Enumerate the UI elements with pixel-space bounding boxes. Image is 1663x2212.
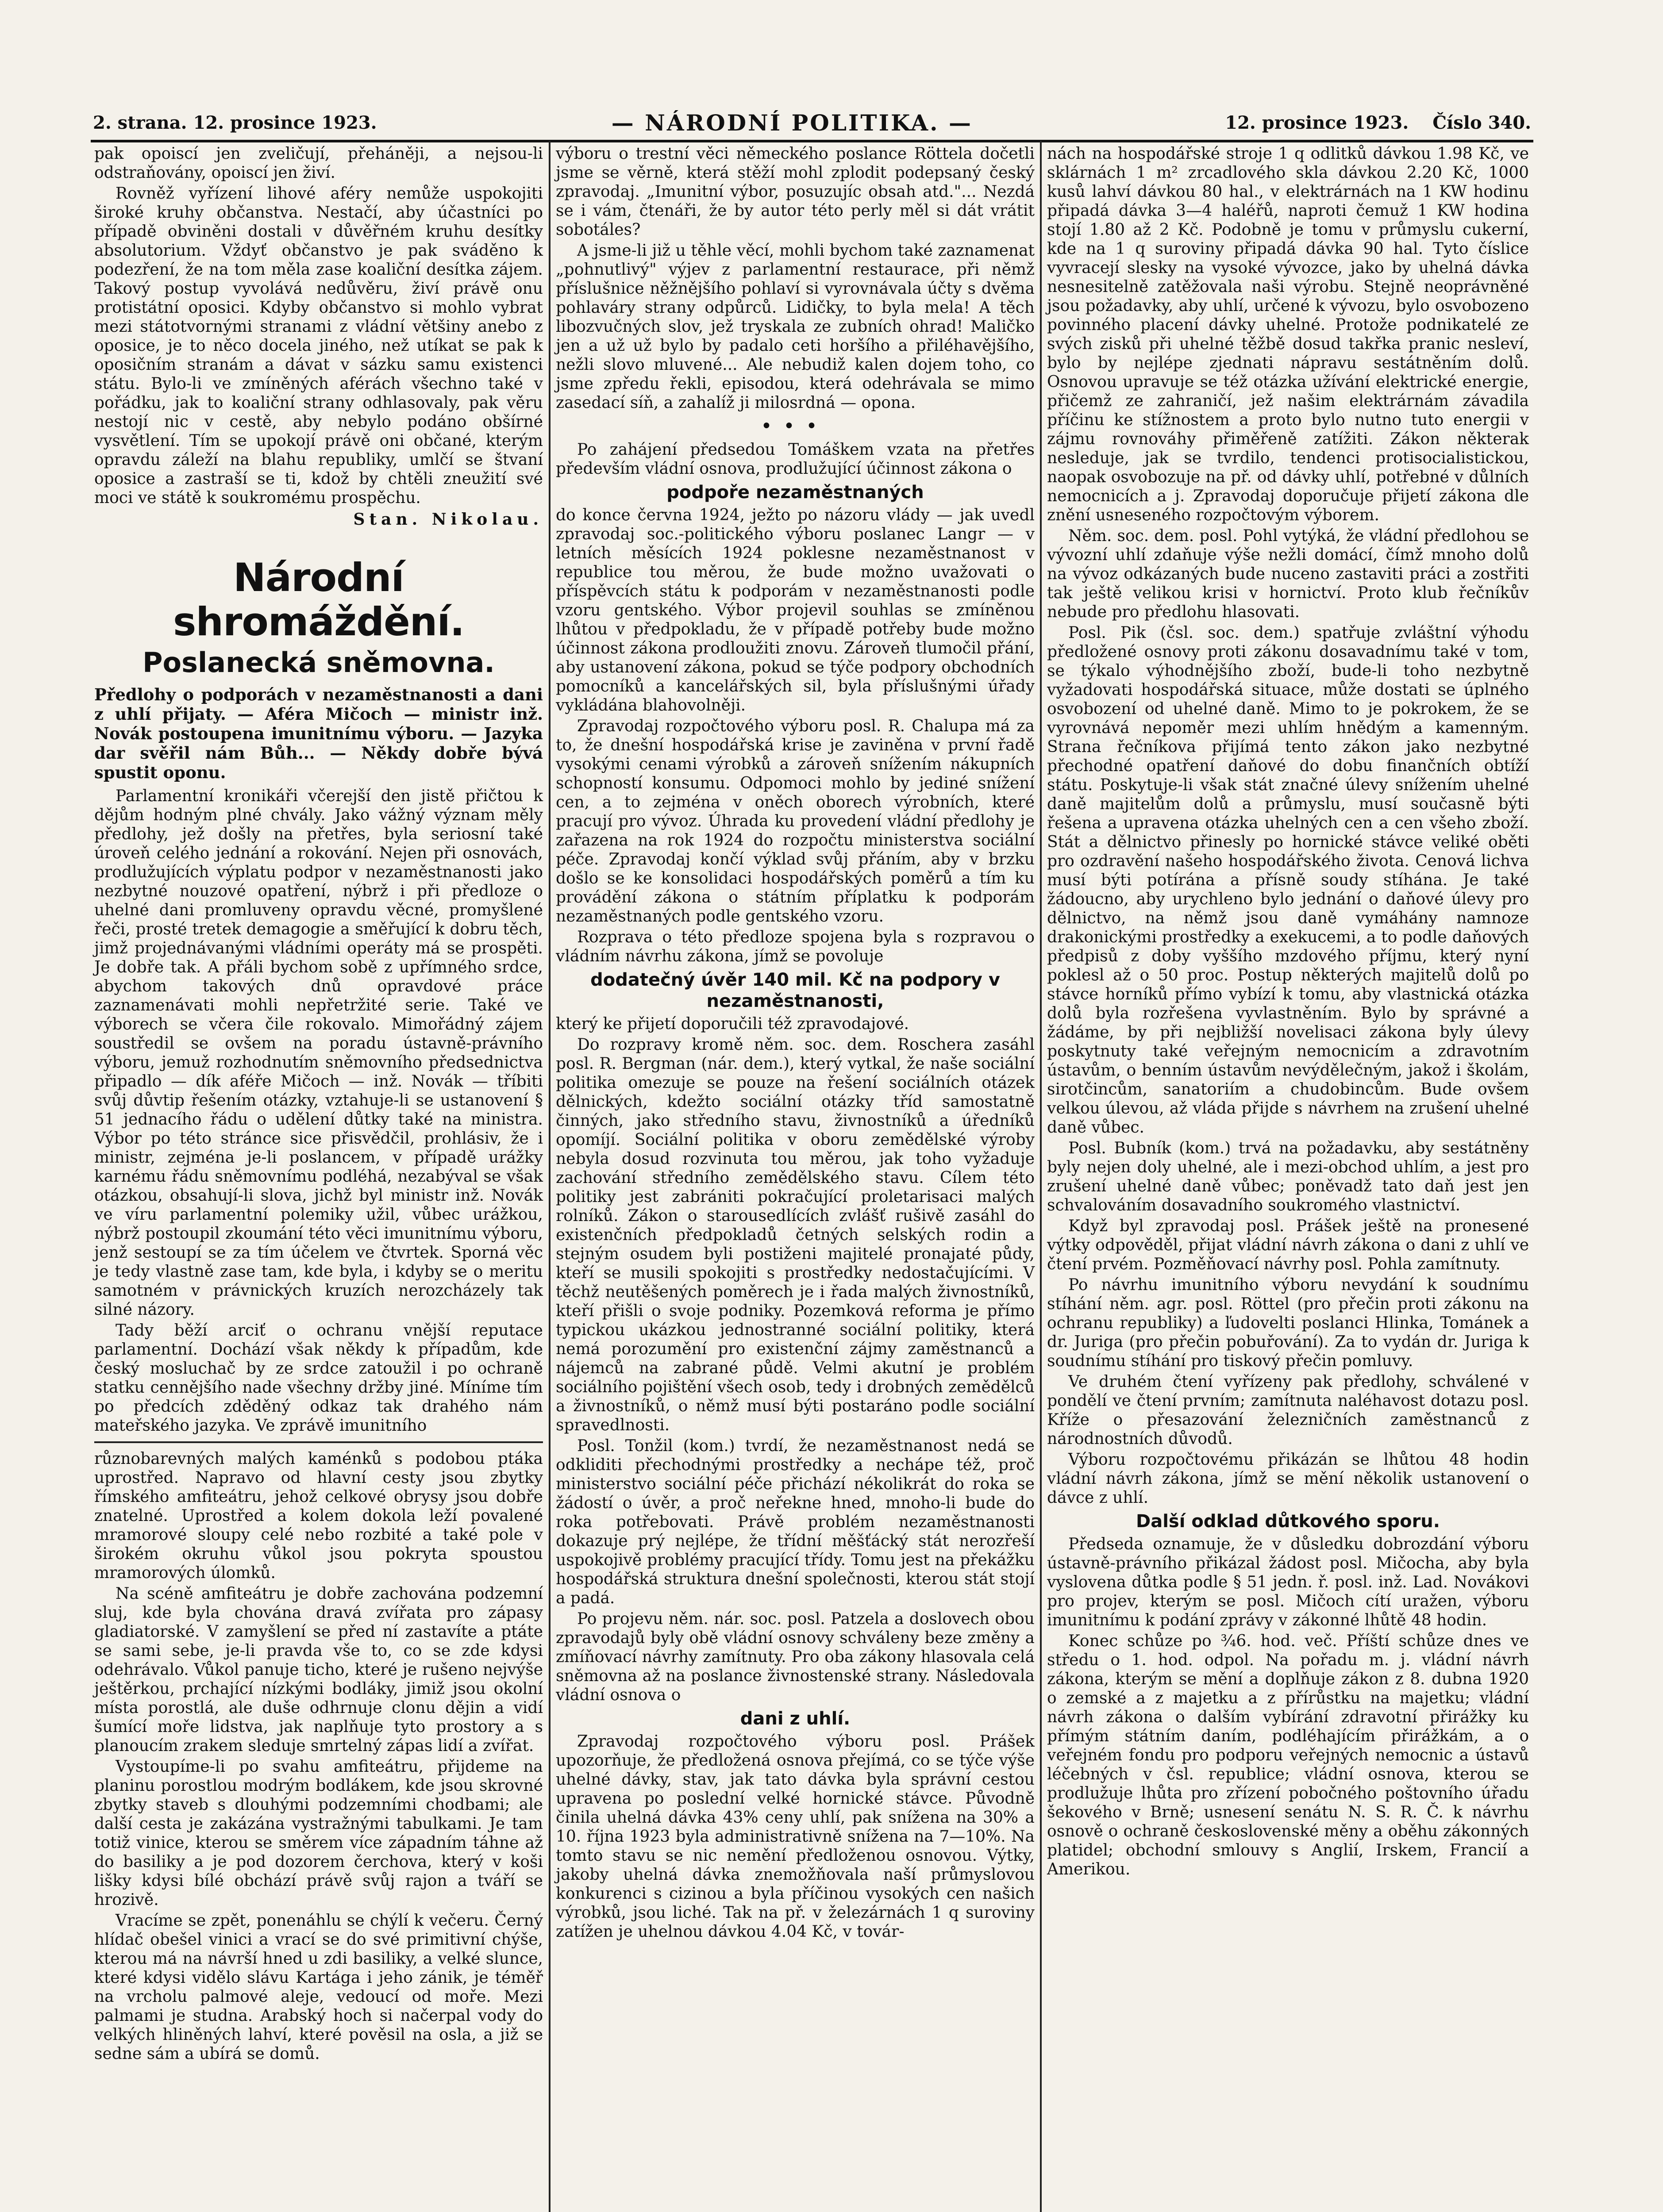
paragraph: Předseda oznamuje, že v důsledku dobrozdání výboru ústavně-právního přikázal žádost posl. Mičocha, aby byla vyslovena důtka podle § 51 jedn. ř. posl. inž. Lad. Novákovi pro projev, kterým se posl. Mičoch cítí uražen, výboru imunitnímu k podání zprávy v zákonné lhůtě 48 hodin. [1047,1535,1529,1629]
subsection-heading: podpoře nezaměstnaných [666,482,924,503]
column-3 [1043,142,1532,2212]
paragraph: Vystoupíme-li po svahu amfiteátru, přijdeme na planinu porostlou modrým bodlákem, kde jsou skrovné zbytky staveb s dlouhými podzemními chodbami; ale další cesta je zakázána vystražnými tabulkami. Je tam totiž vinice, kterou se směrem více západním táhne až do basiliky a je pod dozorem čerchova, který v koši lišky kdysi bílé obchází právě svůj rajon a tváří se hrozivě. [94,1758,543,1909]
paragraph: různobarevných malých kaménků s podobou ptáka uprostřed. Napravo od hlavní cesty jsou zbytky římského amfiteátru, jehož celkové obrysy jsou dobře znatelné. Uprostřed a kolem dokola leží povalené mramorové sloupy celé nebo rozbité a také pole v širokém okruhu vůkol jsou pokryta spoustou mramorových úlomků. [94,1450,543,1582]
signature: Stan. Nikolau. [353,510,543,529]
divider [94,1441,543,1443]
paragraph: Posl. Bubník (kom.) trvá na požadavku, aby sestátněny byly nejen doly uhelné, ale i mezi-obchod uhlím, a jest pro zrušení uhelné daně vůbec; poněvadž tato daň jest jen schvalováním dosavadního soukromého vlastnictví. [1047,1139,1529,1214]
masthead [93,103,1531,142]
paragraph: Rozprava o této předloze spojena byla s rozpravou o vládním návrhu zákona, jímž se povoluje [556,928,1035,965]
paragraph: do konce června 1924, ježto po názoru vlády — jak uvedl zpravodaj soc.-politického výboru poslanec Langr — v letních měsících 1924 poklesne nezaměstnanost v republice tou měrou, že bude možno uvažovati o příspěvcích státu k podporám v nezaměstnanosti podle vzoru gentského. Výbor projevil souhlas se zmíněnou lhůtou v předpokladu, že v případě potřeby bude možno účinnost zákona prodloužiti znovu. Zároveň tlumočil přání, aby ustanovení zákona, pokud se týče podpory obchodních pomocníků a kancelářských sil, byla příslušnými úřady vykládána blahovolněji. [556,506,1035,714]
paragraph: Konec schůze po ¾6. hod. več. Příští schůze dnes ve středu o 1. hod. odpol. Na pořadu m. j. vládní návrh zákona, kterým se mění a doplňuje zákon z 8. dubna 1920 o zemské a z majetku a z přírůstku na majetku; vládní návrh zákona o dalším vybírání zdravotní přirážky ku přímým státním daním, podléhajícím přirážkám, a o veřejném fondu pro podporu veřejných nemocnic a ústavů léčebných v čsl. republice; vládní osnova, kterou se prodlužuje lhůta pro zřízení pobočného poštovního úřadu šekového v Brně; usnesení senátu N. S. R. Č. k návrhu osnově o ochraně československé měny a oběhu zákonných platidel; obchodní smlouvy s Anglií, Irskem, Francií a Amerikou. [1047,1632,1529,1878]
paragraph: pak opoiscí jen zveličují, přeháněji, a nejsou-li odstraňovány, opoiscí jen živí. [94,145,543,182]
subsection-heading: dani z uhlí. [740,1709,851,1729]
paragraph: Vracíme se zpět, ponenáhlu se chýlí k večeru. Černý hlídač obešel vinici a vrací se do své primitivní chýše, kterou má na návrší hned u zdi basiliky, a velké slunce, které kdysi vidělo slávu Kartága i jeho zánik, je téměř na vrcholu palmové aleje, vedoucí od moře. Mezi palmami je studna. Arabský hoch si načerpal vody do velkých hliněných lahví, které pověsil na osla, a již se sedne sám a ubírá se domů. [94,1912,543,2063]
paragraph: Posl. Tonžil (kom.) tvrdí, že nezaměstnanost nedá se odkliditi přechodnými prostředky a nechápe též, proč ministerstvo sociální péče přichází nékolikrát do roka se žádostí o úvěr, a proč neřekne hned, mnoho-li bude do roka potřebovati. Právě problém nezaměstnanosti dokazuje prý nejlépe, že třídní měšťácký stát nerozřeší uspokojivě problémy pracující třídy. Tomu jest na překážku hospodářská struktura dnešní společnosti, kterou stát stojí a padá. [556,1437,1035,1607]
paragraph: Zpravodaj rozpočtového výboru posl. R. Chalupa má za to, že dnešní hospodářská krise je zaviněna v první řadě vysokými cenami výrobků a zároveň snížením nákupních schopností konsumu. Odpomoci mohlo by jediné snížení cen, a to zejména v oněch oborech výrobních, které pracují pro vývoz. Úhrada ku provedení vládní předlohy je zařazena na rok 1924 do rozpočtu ministerstva sociální péče. Zpravodaj končí výklad svůj přáním, aby v brzku došlo se ke konsolidaci hospodářských poměrů a tím ku provádění zákona o státním příplatku k podporám nezaměstnaných podle gentského vzoru. [556,717,1035,926]
paragraph: Zpravodaj rozpočtového výboru posl. Prášek upozorňuje, že předložená osnova přejímá, co se týče výše uhelné dávky, stav, jak tato dávka byla správní cestou upravena po poslední velké hornické stávce. Původně činila uhelná dávka 43% ceny uhlí, pak snížena na 30% a 10. října 1923 byla administrativně snížena na 7—10%. Na tomto stavu se nic nemění předloženou osnovou. Výtky, jakoby uhelná dávka znemožňovala naší průmyslovou konkurenci s cizinou a byla příčinou vysokých cen našich výrobků, jsou liché. Tak na př. v železárnách 1 q suroviny zatížen je uhelnou dávkou 4.04 Kč, v továr- [556,1732,1035,1941]
paragraph: Výboru rozpočtovému přikázán se lhůtou 48 hodin vládní návrh zákona, jímž se mění několik ustanovení o dávce z uhlí. [1047,1451,1529,1507]
paragraph: Do rozpravy kromě něm. soc. dem. Roschera zasáhl posl. R. Bergman (nár. dem.), který vytkal, že naše sociální politika omezuje se pouze na řešení sociálních otázek dělnických, kdežto sociální otázky tříd samostatně činných, jako středního stavu, živnostníků a úředníků opomíjí. Sociální politika v oboru zemědělské výroby nebyla dosud rozvinuta tou měrou, jak toho vyžaduje zachování středního zemědělského stavu. Cílem této politiky jest zabrániti pokračující proletarisaci malých rolníků. Zákon o starousedlících zvlášť rušivě zasáhl do existenčních předpokladů četných selských rodin a stejným osudem byli postiženi majitelé pronajaté půdy, kteří se musili spokojiti s prostředky nedostačujícími. V těchž neutěšených poměrech je i řada malých živnostníků, kteří přišli o svoje podniky. Pozemková reforma je přímo typickou ukázkou jednostranné sociální politiky, která nemá porozumění pro existenční zájmy zaměstnanců a nájemců na zabrané půdě. Velmi akutní je problém sociálního pojištění všech osob, tedy i drobných zemědělců a živnostníků, o němž musí býti postaráno podle sociální spravedlnosti. [556,1036,1035,1434]
paragraph: Po zahájení předsedou Tomáškem vzata na přetřes především vládní osnova, prodlužující účinnost zákona o [556,441,1035,478]
paragraph: výboru o trestní věci německého poslance Röttela dočetli jsme se věrně, která stěží mohl zplodit podepsaný český zpravodaj. „Imunitní výbor, posuzujíc obsah atd."... Nezdá se i vám, čtenáři, že by autor této perly měl si dát vrátit sobotáles? [556,145,1035,239]
masthead-date: 12. prosince 1923. [1225,112,1409,133]
paragraph: Parlamentní kronikáři včerejší den jistě přičtou k dějům hodným plné chvály. Jako vážný význam měly předlohy, jež došly na přetřes, byla seriosní také úroveň celého jednání a rokování. Nejen při osnovách, prodlužujících výplatu podpor v nezaměstnanosti jako nezbytné nouzové opatření, nýbrž i při předloze o uhelné dani promluveny opravdu věcné, promyšlené řeči, prosté tretek demagogie a směřující k dobru těch, jimž projednávanými vládními operáty má se prospěti. Je dobře tak. A přáli bychom sobě z upřímného srdce, abychom takových dnů opravdové práce zaznamenávati mohli nepřetržité serie. Také ve výborech se včera čile rokovalo. Mimořádný zájem soustředil se ovšem na poradu ústavně-právního výboru, jemuž rozhodnutím sněmovního předsednictva připadlo — dík aféře Mičoch — inž. Novák — tříbiti svůj důvtip řešením otázky, vztahuje-li se ustanovení § 51 jednacího řádu o udělení důtky také na ministra. Výbor po této stránce sice přisvědčil, prohlásiv, že i ministr, zejména je-li poslancem, v případě urážky karnému řádu sněmovnímu podléhá, nezabýval se však otázkou, obsahují-li slova, jichž byl ministr inž. Novák ve víru parlamentní polemiky užil, vůbec urážkou, nýbrž postoupil zkoumání této věci imunitnímu výboru, jenž sestoupí se za tím účelem ve čtvrtek. Sporná věc je tedy vlastně zase tam, kde byla, i kdyby se o meritu samotném v právnických kruzích nerozcházely tak silné názory. [94,787,543,1319]
section-dots: ••• [761,417,829,435]
subsection-heading: dodatečný úvěr 140 mil. Kč na podpory v nezaměstnanosti, [590,970,1000,1011]
paragraph: Na scéně amfiteátru je dobře zachována podzemní sluj, kde byla chována dravá zvířata pro zápasy gladiatorské. V zamyšlení se před ní zastavíte a ptáte se sami sebe, je-li pravda vše to, co se zde kdysi odehrávalo. Vůkol panuje ticho, které je rušeno nejvýše ještěrkou, prchající nízkými bodláky, jimiž jsou okolní místa porostlá, ale duše odhrnuje clonu dějin a vidí šumící moře lidstva, jak naplňuje tyto prostory a s planoucím zrakem sleduje smrtelný zápas lidí a zvířat. [94,1585,543,1755]
paragraph: Něm. soc. dem. posl. Pohl vytýká, že vládní předlohou se vývozní uhlí zdaňuje výše nežli domácí, čímž mnoho dolů na vývoz odkázaných bude nuceno zastaviti práci a zostřiti tak ještě velikou krisi v hornictví. Proto klub řečníkův nebude pro předlohu hlasovati. [1047,527,1529,621]
paragraph: Posl. Pik (čsl. soc. dem.) spatřuje zvláštní výhodu předložené osnovy proti zákonu dosavadnímu také v tom, se týkalo výhodnějšího zboží, bude-li toho nezbytně vyžadovati hospodářská situace, může dostati se úplného osvobození od uhelné daně. Mimo to je pokrokem, že se vyrovnává nepoměr mezi uhlím hnědým a kamenným. Strana řečníkova přijímá tento zákon jako nezbytné přechodné opatření daňové do dobu finančních obtíží státu. Poskytuje-li však stát značné úlevy snížením uhelné daně majitelům dolů a průmyslu, musí současně býti řešena a upravena otázka uhelných cen a cen všeho zboží. Stát a dělnictvo přinesly po hornické stávce veliké oběti pro ozdravění našeho hospodářského života. Cenová lichva musí býti potírána a přísně soudy stíhána. Je také žádoucno, aby urychleno bylo jednání o daňové úlevy pro dělnictvo, na němž jsou daně vymáhány namnoze drakonickými prostředky a exekucemi, a to podle daňových předpisů z doby vyššího mzdového příjmu, který nyní poklesl až o 50 proc. Postup některých majitelů dolů po stávce horníků přímo vybízí k tomu, aby vlastnická otázka dolů byla rozřešena vyvlastněním. Bylo by správné a žádáme, by při nejbližší novelisaci zákona byly úlevy poskytnuty také veřejným nemocnicím a zdravotním ústavům, o benním ústavům nevýdělečným, jakož i školám, sirotčincům, sanatoriím a chudobincům. Bude ovšem velkou úlevou, až vláda přijde s návrhem na zrušení uhelné daně vůbec. [1047,624,1529,1137]
paragraph: Tady běží arciť o ochranu vnější reputace parlamentní. Dochází však někdy k případům, kde český mosluchač by ze srdce zatoužil i po ochraně statku cennějšího nade všechny držby jiné. Míníme tím po předcích zděděný odkaz tak drahého nám mateřského jazyka. Ve zprávě imunitního [94,1321,543,1435]
section-subheadline: Poslanecká sněmovna. [142,646,495,679]
article-lead: Předlohy o podporách v nezaměstnanosti a dani z uhlí přijaty. — Aféra Mičoch — ministr inž. Novák postoupena imunitnímu výboru. — Jazyka dar svěřil nám Bůh... — Někdy dobře bývá spustit oponu. [94,685,543,782]
section-headline: Národní shromáždění. [173,555,465,645]
paragraph: Po návrhu imunitního výboru nevydání k soudnímu stíhání něm. agr. posl. Röttel (pro přečin proti zákonu na ochranu republiky) a ľudovelti poslanci Hlinka, Tománek a dr. Juriga (pro přečin pobuřování). Za to vydán dr. Juriga k soudnímu stíhání pro tiskový přečin pomluvy. [1047,1276,1529,1370]
column-rule-2 [1040,141,1042,2212]
paragraph: Když byl zpravodaj posl. Prášek ještě na pronesené výtky odpověděl, přijat vládní návrh zákona o dani z uhlí ve čtení prvém. Pozměňovací návrhy posl. Pohla zamítnuty. [1047,1217,1529,1273]
paragraph: nách na hospodářské stroje 1 q odlitků dávkou 1.98 Kč, ve sklárnách 1 m² zrcadlového skla dávkou 2.20 Kč, 1000 kusů lahví dávkou 80 hal., v elektrárnách na 1 KW hodinu připadá dávka 3—4 haléřů, naproti čemuž 1 KW hodina stojí 1.80 až 2 Kč. Podobně je tomu v průmyslu cukerní, kde na 1 q suroviny připadá dávka 90 hal. Tyto číslice vyvracejí slesky na vysoké vývozce, jako by uhelná dávka nesnesitelně zatěžovala naši výrobu. Stejně neoprávněné jsou požadavky, aby uhlí, určené k vývozu, bylo osvobozeno povinného placení dávky uhelné. Protože podnikatelé ze svých zisků při uhelné těžbě dosud takřka pranic nesleví, bylo by nejlépe zjednati nápravu sestátněním dolů. Osnovou upravuje se též otázka užívání elektrické energie, přičemž ze zahraničí, jež našim elektrárnám závadila příčinu ke stížnostem a proto bylo nutno tuto energii v zájmu rovnováhy přiměřeně zatížiti. Zákon některak nesleduje, jak se tvrdilo, tendenci protisocialistickou, naopak osvobozuje na př. od dávky uhlí, potřebné v důlních nemocnicích a j. Zpravodaj doporučuje přijetí zákona dle znění usneseného rozpočtovým výborem. [1047,145,1529,524]
masthead-issue: Číslo 340. [1432,112,1531,133]
column-2 [552,142,1038,2212]
subsection-heading: Další odklad důtkového sporu. [1136,1511,1440,1532]
column-rule-1 [549,141,550,2212]
paragraph: Ve druhém čtení vyřízeny pak předlohy, schválené v pondělí ve čtení prvním; zamítnuta naléhavost dotazu posl. Kříže o přesazování železničních zaměstnanců z národnostních důvodů. [1047,1373,1529,1448]
paragraph: A jsme-li již u těhle věcí, mohli bychom také zaznamenat „pohnutlivý" výjev z parlamentní restaurace, při němž příslušnice něžnějšího pohlaví si vyrovnávala účty s dvěma pohlaváry strany odpůrců. Lidičky, to byla mela! A těch libozvučných slov, jež tryskala ze zubních ohrad! Maličko jen a už už bylo by padalo ceti horšího a přiléhavějšího, nežli slovo mluvené... Ale nebudiž kalen dojem toho, co jsme zpředu řekli, episodou, která odehrávala se mimo zasedací síň, a zahalíž ji milosrdná — opona. [556,242,1035,412]
paragraph: Po projevu něm. nár. soc. posl. Patzela a doslovech obou zpravodajů byly obě vládní osnovy schváleny beze změny a zmíňovací návrhy zamítnuty. Pro oba zákony hlasovala celá sněmovna až na poslance živnostenské strany. Následovala vládní osnova o [556,1610,1035,1704]
masthead-title: — NÁRODNÍ POLITIKA. — [611,109,973,136]
masthead-right [1207,112,1531,133]
paragraph: který ke přijetí doporučili též zpravodajové. [556,1015,909,1033]
paragraph: Rovněž vyřízení lihové aféry nemůže uspokojiti široké kruhy občanstva. Nestačí, aby účastníci po případě obviněni dostali v důvěřném kruhu desítky absolutorium. Vždyť občanstvo je pak sváděno k podezření, že na tom měla zase koaliční desítka zájem. Takový postup vyvolává nedůvěru, živí právě onu protistátní oposici. Kdyby občanstvo si mohlo vybrat mezi státotvornými stranami z vládní většiny anebo z oposice, je to něco docela jiného, než utíkat se pak k oposičním stranám a dávat v sázku samu existenci státu. Bylo-li ve zmíněných aférách všechno také v pořádku, jak to koaliční strany odhlasovaly, pak věru nestojí nic v cestě, aby nebylo podáno obšírné vysvětlení. Tím se upokojí právě oni občané, kterým opravdu záleží na blahu republiky, umlčí se štvaní oposice a zastraší se ti, kdož by chtěli zneužití své moci ve státě k soukromému prospěchu. [94,184,543,507]
masthead-left: 2. strana. 12. prosince 1923. [93,112,377,133]
column-1 [91,142,547,2212]
